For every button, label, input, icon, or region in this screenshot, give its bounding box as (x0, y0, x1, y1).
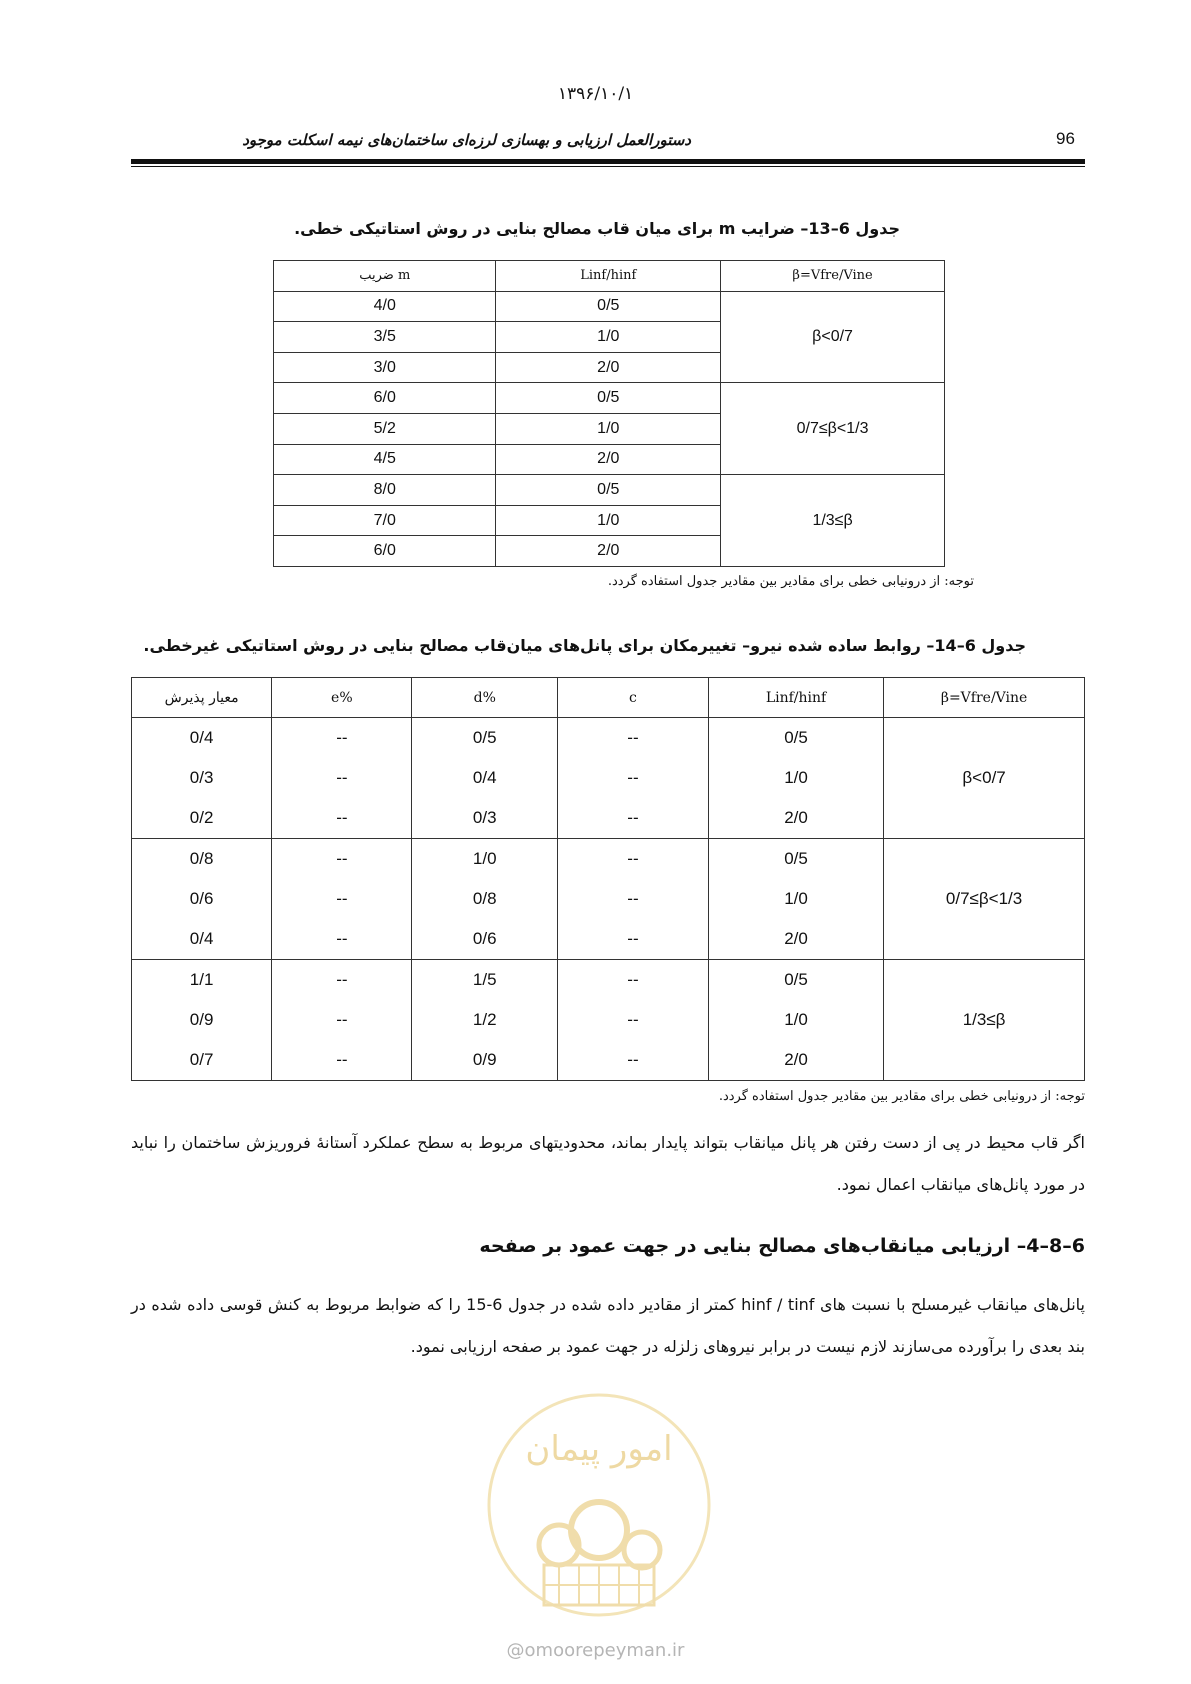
t1-header-ratio: Linf/hinf (496, 261, 721, 292)
t2-cell-e: -- (272, 879, 412, 919)
t2-header-ratio: Linf/hinf (708, 678, 883, 718)
t2-header-c: c (558, 678, 709, 718)
t2-cell-c: -- (558, 839, 709, 880)
t2-cell-e: -- (272, 798, 412, 839)
t2-cell-d: 0/9 (412, 1040, 558, 1081)
t2-cell-accept: 0/4 (132, 919, 272, 960)
section-heading: 6–8–4– ارزیابی میانقاب‌های مصالح بنایی در جهت عمود بر صفحه (479, 1235, 1085, 1257)
t2-header-beta: β=Vfre/Vine (884, 678, 1085, 718)
paragraph-out-of-plane: پانل‌های میانقاب غیرمسلح با نسبت های hinf / tinf کمتر از مقادیر داده شده در جدول 6-15 را که ضوابط مربوط به کنش قوسی داده شده در بند بعدی را برآورده می‌سازند لازم نیست در برابر نیروهای زلزله در جهت عمود بر صفحه ارزیابی نمود. (131, 1295, 1086, 1356)
t1-cell-ratio: 2/0 (496, 536, 721, 567)
t1-cell-ratio: 0/5 (496, 475, 721, 506)
table-row (274, 383, 945, 414)
table1-caption: جدول 6–13– ضرایب m برای میان قاب مصالح بنایی در روش استاتیکی خطی. (294, 219, 900, 238)
t1-cell-m: 6/0 (274, 383, 496, 414)
header-rule-thick (131, 159, 1085, 164)
table2-caption: جدول 6–14– روابط ساده شده نیرو– تغییرمکان برای پانل‌های میان‌قاب مصالح بنایی در روش استاتیکی غیرخطی. (143, 636, 1026, 655)
t2-cell-d: 0/4 (412, 758, 558, 798)
table2-body (132, 718, 1085, 1081)
paragraph-frame-stability: اگر قاب محیط در پی از دست رفتن هر پانل میانقاب بتواند پایدار بماند، محدودیتهای مربوط به سطح عملکرد آستانهٔ فروریزش ساختمان را نباید در مورد پانل‌های میانقاب اعمال نمود. (131, 1133, 1085, 1194)
t1-cell-m: 3/0 (274, 352, 496, 383)
t2-cell-d: 0/5 (412, 718, 558, 759)
t1-cell-ratio: 1/0 (496, 505, 721, 536)
t2-cell-e: -- (272, 839, 412, 880)
t1-cell-ratio: 1/0 (496, 322, 721, 353)
t1-cell-m: 4/5 (274, 444, 496, 475)
t2-cell-d: 1/0 (412, 839, 558, 880)
t1-cell-m: 6/0 (274, 536, 496, 567)
t1-cell-m: 5/2 (274, 413, 496, 444)
t2-header-accept: معیار پذیرش (132, 678, 272, 718)
publisher-stamp (484, 1390, 714, 1620)
table-m-factors (273, 260, 945, 567)
t2-cell-c: -- (558, 960, 709, 1001)
table-force-deformation (131, 677, 1085, 1081)
t2-cell-c: -- (558, 919, 709, 960)
t1-cell-m: 8/0 (274, 475, 496, 506)
table1-body (274, 291, 945, 566)
t2-cell-beta: β<0/7 (884, 718, 1085, 839)
t2-cell-ratio: 1/0 (708, 1000, 883, 1040)
t2-header-d: d% (412, 678, 558, 718)
t2-cell-ratio: 0/5 (708, 960, 883, 1001)
t1-cell-ratio: 0/5 (496, 291, 721, 322)
table-row (274, 475, 945, 506)
t2-cell-accept: 0/6 (132, 879, 272, 919)
svg-text:امور پیمان: امور پیمان (525, 1429, 673, 1469)
t2-cell-c: -- (558, 1040, 709, 1081)
table1-note: توجه: از درونیابی خطی برای مقادیر بین مقادیر جدول استفاده گردد. (607, 574, 974, 589)
t1-cell-beta: 1/3≤β (721, 475, 945, 567)
t2-cell-c: -- (558, 1000, 709, 1040)
table2-note: توجه: از درونیابی خطی برای مقادیر بین مقادیر جدول استفاده گردد. (718, 1089, 1085, 1104)
t1-header-beta: β=Vfre/Vine (721, 261, 945, 292)
document-date: ۱۳۹۶/۱۰/۱ (557, 84, 634, 104)
t2-cell-ratio: 2/0 (708, 919, 883, 960)
t2-cell-ratio: 2/0 (708, 1040, 883, 1081)
t2-cell-ratio: 1/0 (708, 879, 883, 919)
t1-header-m: ضریب m (274, 261, 496, 292)
t1-cell-beta: β<0/7 (721, 291, 945, 383)
t2-header-e: e% (272, 678, 412, 718)
table-row (132, 839, 1085, 880)
t2-cell-c: -- (558, 879, 709, 919)
page-number: 96 (1056, 129, 1075, 148)
t2-cell-accept: 0/7 (132, 1040, 272, 1081)
t2-cell-accept: 0/8 (132, 839, 272, 880)
t2-cell-e: -- (272, 718, 412, 759)
t2-cell-beta: 0/7≤β<1/3 (884, 839, 1085, 960)
table-row (132, 960, 1085, 1001)
t2-cell-ratio: 0/5 (708, 839, 883, 880)
t1-cell-ratio: 2/0 (496, 352, 721, 383)
table-row (274, 291, 945, 322)
t2-cell-ratio: 2/0 (708, 798, 883, 839)
t2-cell-accept: 0/3 (132, 758, 272, 798)
t2-cell-e: -- (272, 919, 412, 960)
t1-cell-m: 4/0 (274, 291, 496, 322)
t2-cell-ratio: 1/0 (708, 758, 883, 798)
header-rule-thin (131, 166, 1085, 167)
t2-cell-c: -- (558, 718, 709, 759)
t1-cell-ratio: 1/0 (496, 413, 721, 444)
t2-cell-accept: 0/4 (132, 718, 272, 759)
t2-cell-c: -- (558, 798, 709, 839)
t2-cell-c: -- (558, 758, 709, 798)
running-header-title: دستورالعمل ارزیابی و بهسازی لرزه‌ای ساختمان‌های نیمه اسکلت موجود (242, 131, 691, 149)
t2-cell-ratio: 0/5 (708, 718, 883, 759)
t2-cell-d: 1/5 (412, 960, 558, 1001)
t2-cell-beta: 1/3≤β (884, 960, 1085, 1081)
t2-cell-d: 0/6 (412, 919, 558, 960)
t1-cell-ratio: 2/0 (496, 444, 721, 475)
table-row (132, 718, 1085, 759)
t2-cell-e: -- (272, 1000, 412, 1040)
t2-cell-d: 0/8 (412, 879, 558, 919)
t2-cell-accept: 1/1 (132, 960, 272, 1001)
t1-cell-beta: 0/7≤β<1/3 (721, 383, 945, 475)
t1-cell-m: 3/5 (274, 322, 496, 353)
t2-cell-e: -- (272, 960, 412, 1001)
t2-cell-d: 0/3 (412, 798, 558, 839)
t2-cell-e: -- (272, 1040, 412, 1081)
t2-cell-d: 1/2 (412, 1000, 558, 1040)
watermark-url: @omoorepeyman.ir (506, 1640, 685, 1661)
t2-cell-accept: 0/2 (132, 798, 272, 839)
t2-cell-accept: 0/9 (132, 1000, 272, 1040)
t2-cell-e: -- (272, 758, 412, 798)
t1-cell-m: 7/0 (274, 505, 496, 536)
t1-cell-ratio: 0/5 (496, 383, 721, 414)
